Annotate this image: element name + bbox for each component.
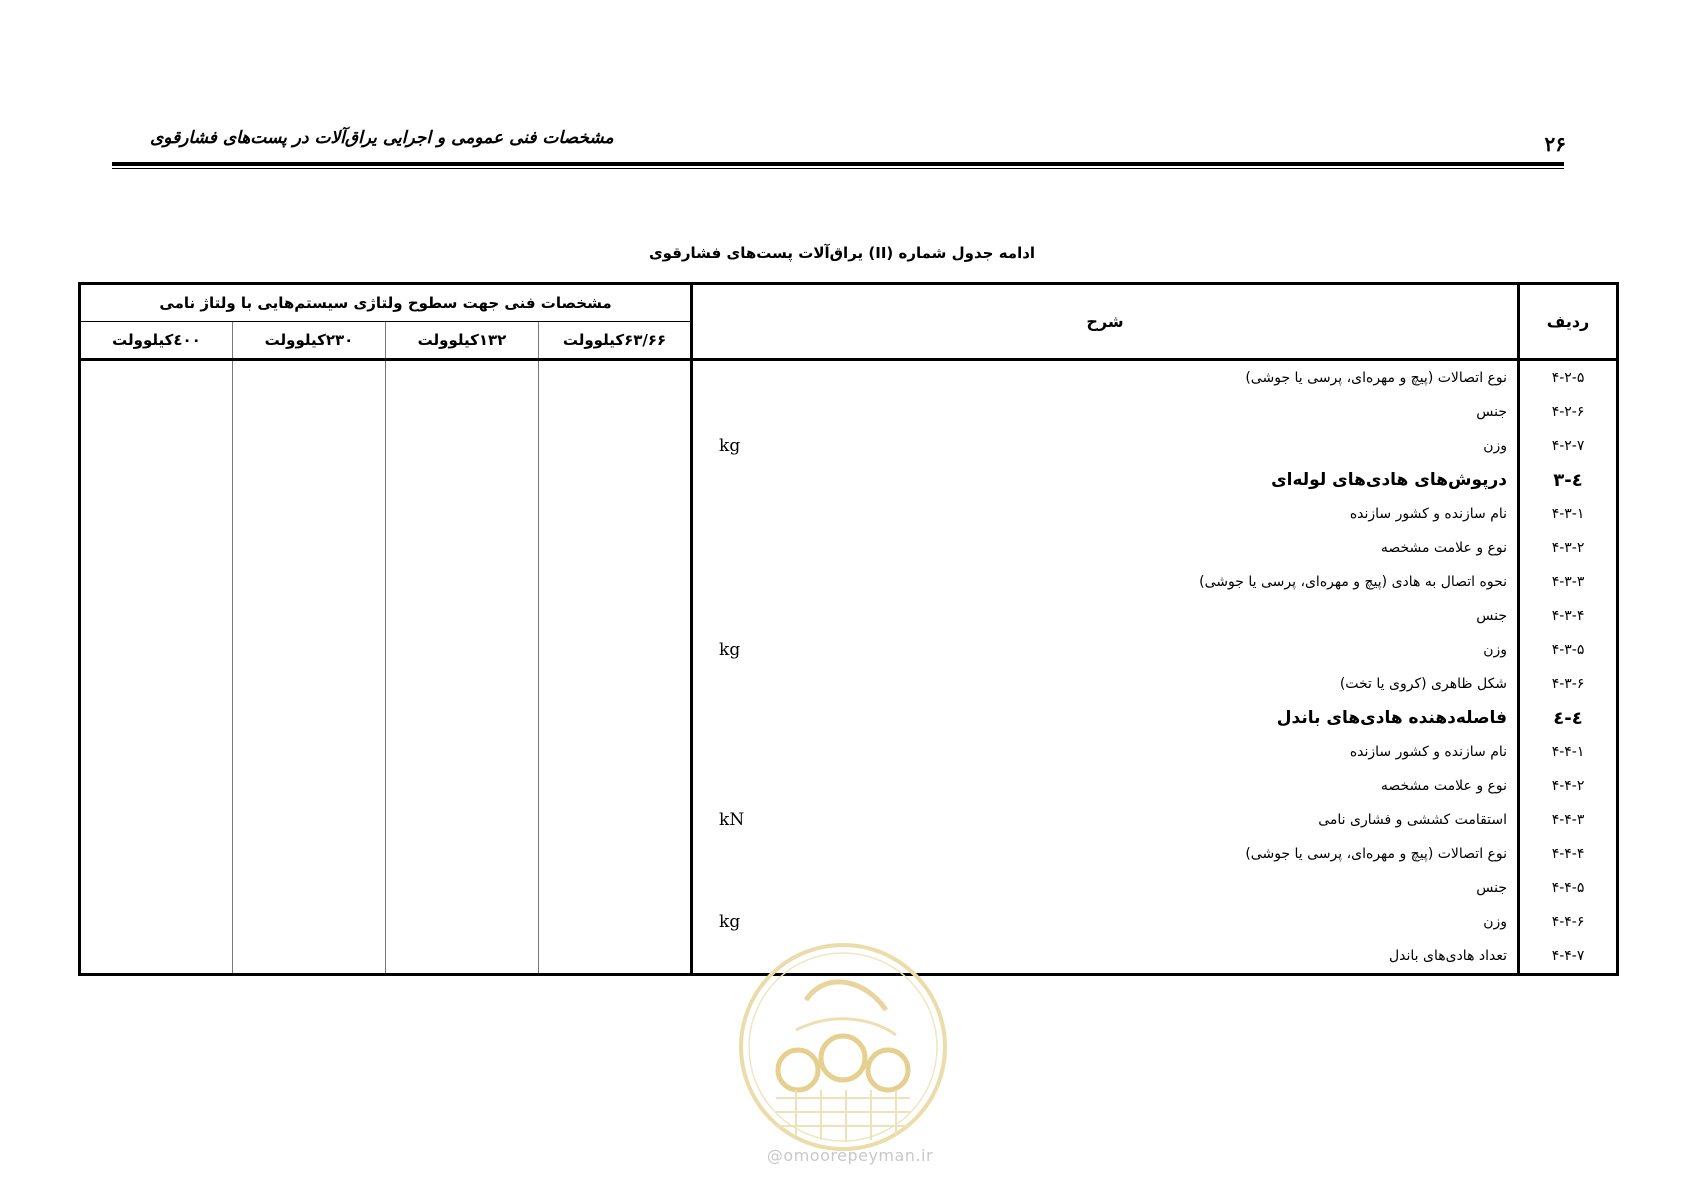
value-cell [80, 701, 233, 735]
watermark-text: @omoorepeyman.ir [766, 1146, 934, 1165]
row-number: ٤-٤ [1519, 701, 1618, 735]
description-cell [692, 871, 1519, 905]
page-number: ۲۶ [1544, 132, 1566, 156]
value-cell [386, 429, 539, 463]
description-text: وزن [1483, 914, 1508, 930]
value-cell [386, 667, 539, 701]
table-row [80, 633, 1618, 667]
row-number: ۴-۳-۳ [1519, 565, 1618, 599]
value-cell [80, 803, 233, 837]
value-cell [80, 463, 233, 497]
row-number: ۴-۴-۶ [1519, 905, 1618, 939]
value-cell [80, 497, 233, 531]
row-number: ٤-۳ [1519, 463, 1618, 497]
table-row [80, 429, 1618, 463]
table-body [80, 360, 1618, 975]
value-cell [233, 667, 386, 701]
running-header-title: مشخصات فنی عمومی و اجرایی یراق‌آلات در پست‌های فشارقوی [150, 128, 614, 148]
table-row [80, 701, 1618, 735]
value-cell [386, 769, 539, 803]
description-text: نام سازنده و کشور سازنده [1349, 744, 1508, 760]
voltage-group-header: مشخصات فنی جهت سطوح ولتاژی سیستم‌هایی با ولتاژ نامی [80, 284, 692, 322]
value-cell [80, 905, 233, 939]
sharh-header: شرح [692, 284, 1519, 360]
value-cell [80, 735, 233, 769]
unit-label: kg [719, 640, 741, 660]
value-cell [233, 395, 386, 429]
description-cell [692, 429, 1519, 463]
table-row [80, 395, 1618, 429]
value-cell [80, 429, 233, 463]
value-cell [386, 395, 539, 429]
value-cell [386, 803, 539, 837]
table-row [80, 565, 1618, 599]
description-cell [692, 497, 1519, 531]
row-number: ۴-۴-۷ [1519, 939, 1618, 975]
value-cell [233, 769, 386, 803]
description-cell [692, 633, 1519, 667]
value-cell [539, 837, 692, 871]
value-cell [539, 429, 692, 463]
table-row [80, 735, 1618, 769]
value-cell [386, 633, 539, 667]
description-text: جنس [1476, 608, 1508, 624]
voltage-header-63-66: ۶۳/۶۶کیلوولت [539, 322, 692, 360]
unit-label: kg [719, 436, 741, 456]
value-cell [539, 803, 692, 837]
description-text: جنس [1476, 404, 1508, 420]
value-cell [233, 905, 386, 939]
description-cell [692, 667, 1519, 701]
voltage-header-132: ۱۳۲کیلوولت [386, 322, 539, 360]
watermark-logo [736, 940, 950, 1154]
value-cell [539, 939, 692, 975]
value-cell [539, 599, 692, 633]
description-cell [692, 905, 1519, 939]
description-cell [692, 769, 1519, 803]
value-cell [80, 769, 233, 803]
row-number: ۴-۳-۴ [1519, 599, 1618, 633]
value-cell [539, 463, 692, 497]
description-text: تعداد هادی‌های باندل [1388, 948, 1508, 964]
description-cell [692, 803, 1519, 837]
value-cell [386, 463, 539, 497]
value-cell [539, 531, 692, 565]
description-text: نوع اتصالات (پیچ و مهره‌ای، پرسی یا جوشی) [1245, 370, 1508, 386]
table-row [80, 599, 1618, 633]
header-rule-thick [112, 162, 1564, 166]
value-cell [80, 633, 233, 667]
table-row [80, 360, 1618, 396]
row-number: ۴-۲-۵ [1519, 360, 1618, 396]
description-cell [692, 463, 1519, 497]
description-text: نوع اتصالات (پیچ و مهره‌ای، پرسی یا جوشی) [1245, 846, 1508, 862]
value-cell [386, 871, 539, 905]
description-cell [692, 565, 1519, 599]
voltage-header-230: ۲۳۰کیلوولت [233, 322, 386, 360]
table-row [80, 769, 1618, 803]
table-caption: ادامه جدول شماره (II) یراق‌آلات پست‌های فشارقوی [648, 244, 1036, 262]
description-text: نام سازنده و کشور سازنده [1349, 506, 1508, 522]
value-cell [233, 701, 386, 735]
voltage-header-400: ٤۰۰کیلوولت [80, 322, 233, 360]
value-cell [539, 701, 692, 735]
value-cell [233, 803, 386, 837]
value-cell [539, 735, 692, 769]
value-cell [386, 497, 539, 531]
description-text: نحوه اتصال به هادی (پیچ و مهره‌ای، پرسی یا جوشی) [1199, 574, 1508, 590]
value-cell [386, 939, 539, 975]
description-cell [692, 395, 1519, 429]
description-cell [692, 837, 1519, 871]
value-cell [233, 871, 386, 905]
value-cell [539, 633, 692, 667]
value-cell [233, 565, 386, 599]
value-cell [233, 531, 386, 565]
table-row [80, 803, 1618, 837]
description-cell [692, 531, 1519, 565]
value-cell [233, 463, 386, 497]
section-heading: درپوش‌های هادی‌های لوله‌ای [1271, 470, 1508, 490]
value-cell [386, 701, 539, 735]
row-number: ۴-۳-۶ [1519, 667, 1618, 701]
description-text: جنس [1476, 880, 1508, 896]
value-cell [80, 565, 233, 599]
table-row [80, 905, 1618, 939]
description-text: وزن [1483, 438, 1508, 454]
value-cell [233, 497, 386, 531]
value-cell [80, 360, 233, 396]
row-number: ۴-۴-۱ [1519, 735, 1618, 769]
row-number: ۴-۲-۷ [1519, 429, 1618, 463]
value-cell [386, 599, 539, 633]
description-cell [692, 701, 1519, 735]
description-text: استقامت کششی و فشاری نامی [1318, 812, 1508, 828]
spec-table [78, 282, 1619, 976]
description-text: نوع و علامت مشخصه [1380, 540, 1508, 556]
unit-label: kg [719, 912, 741, 932]
description-cell [692, 599, 1519, 633]
value-cell [80, 531, 233, 565]
description-text: نوع و علامت مشخصه [1380, 778, 1508, 794]
value-cell [386, 905, 539, 939]
value-cell [539, 871, 692, 905]
value-cell [233, 599, 386, 633]
value-cell [539, 905, 692, 939]
value-cell [233, 939, 386, 975]
table-row [80, 463, 1618, 497]
description-cell [692, 360, 1519, 396]
value-cell [539, 395, 692, 429]
value-cell [539, 667, 692, 701]
value-cell [233, 735, 386, 769]
value-cell [233, 429, 386, 463]
value-cell [80, 837, 233, 871]
description-cell [692, 735, 1519, 769]
table-row [80, 871, 1618, 905]
row-number: ۴-۲-۶ [1519, 395, 1618, 429]
value-cell [539, 769, 692, 803]
row-number: ۴-۴-۳ [1519, 803, 1618, 837]
value-cell [386, 360, 539, 396]
row-number: ۴-۴-۵ [1519, 871, 1618, 905]
value-cell [386, 837, 539, 871]
value-cell [539, 360, 692, 396]
value-cell [233, 633, 386, 667]
value-cell [386, 531, 539, 565]
value-cell [233, 360, 386, 396]
value-cell [539, 565, 692, 599]
row-number: ۴-۴-۲ [1519, 769, 1618, 803]
row-number: ۴-۴-۴ [1519, 837, 1618, 871]
value-cell [80, 599, 233, 633]
value-cell [386, 735, 539, 769]
value-cell [80, 871, 233, 905]
description-text: وزن [1483, 642, 1508, 658]
radif-header: ردیف [1519, 284, 1618, 360]
section-heading: فاصله‌دهنده هادی‌های باندل [1276, 708, 1508, 728]
table-row [80, 837, 1618, 871]
row-number: ۴-۳-۵ [1519, 633, 1618, 667]
value-cell [80, 395, 233, 429]
table-row [80, 497, 1618, 531]
row-number: ۴-۳-۱ [1519, 497, 1618, 531]
table-row [80, 667, 1618, 701]
value-cell [80, 939, 233, 975]
value-cell [386, 565, 539, 599]
value-cell [80, 667, 233, 701]
row-number: ۴-۳-۲ [1519, 531, 1618, 565]
table-row [80, 531, 1618, 565]
value-cell [233, 837, 386, 871]
value-cell [539, 497, 692, 531]
description-text: شکل ظاهری (کروی یا تخت) [1339, 676, 1508, 692]
unit-label: kN [719, 810, 745, 830]
header-rule-thin [112, 168, 1564, 169]
